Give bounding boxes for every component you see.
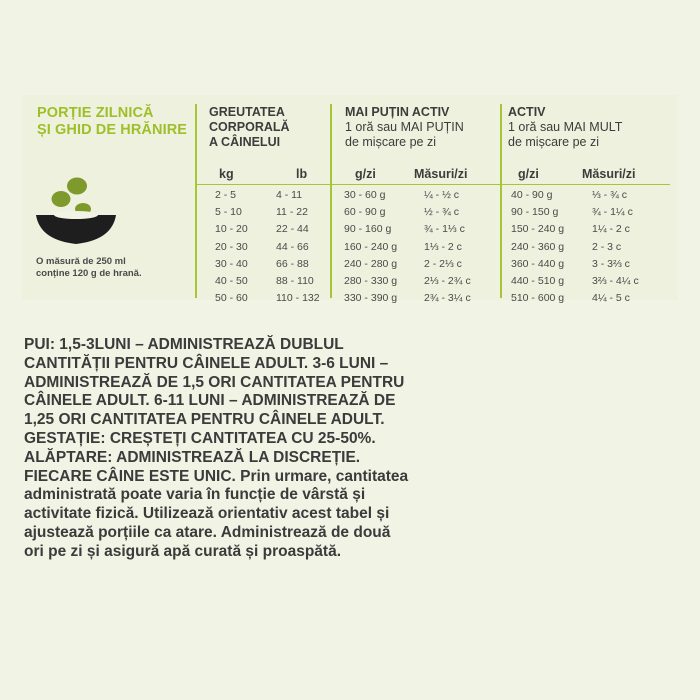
header-underline bbox=[197, 184, 670, 185]
table-cell-lb: 4 - 11 bbox=[276, 189, 303, 201]
weight-header bbox=[209, 105, 290, 150]
table-cell-m2: 2 - 3 c bbox=[592, 240, 622, 253]
table-cell-m2: 3⅔ - 4¼ c bbox=[592, 275, 639, 287]
active-line-2: de mișcare pe zi bbox=[508, 135, 600, 149]
table-cell-kg: 50 - 60 bbox=[215, 292, 248, 305]
table-cell-lb: 11 - 22 bbox=[276, 206, 308, 219]
less-active-title: MAI PUȚIN ACTIV bbox=[345, 105, 450, 119]
table-cell-m1: 2⅓ - 2¾ c bbox=[424, 275, 471, 287]
table-cell-m2: 3 - 3⅔ c bbox=[592, 257, 630, 270]
table-cell-g2: 240 - 360 g bbox=[511, 240, 565, 253]
table-cell-lb: 110 - 132 bbox=[276, 292, 320, 305]
table-cell-lb: 88 - 110 bbox=[276, 275, 314, 287]
col-gzi-active: g/zi bbox=[518, 167, 539, 181]
table-cell-g1: 240 - 280 g bbox=[344, 257, 398, 270]
table-cell-m2: ¾ - 1¼ c bbox=[592, 206, 633, 219]
table-cell-kg: 5 - 10 bbox=[215, 206, 242, 219]
col-kg: kg bbox=[219, 167, 234, 181]
col-masuri-less: Măsuri/zi bbox=[414, 167, 468, 181]
table-cell-m1: ¼ - ½ c bbox=[424, 189, 460, 201]
table-cell-g1: 330 - 390 g bbox=[344, 292, 398, 305]
active-title: ACTIV bbox=[508, 105, 546, 119]
table-cell-m2: 1¼ - 2 c bbox=[592, 223, 630, 236]
table-cell-g1: 90 - 160 g bbox=[344, 223, 392, 236]
divider-less-active bbox=[330, 104, 332, 298]
table-cell-g2: 150 - 240 g bbox=[511, 223, 565, 236]
feeding-guide-title bbox=[37, 105, 187, 139]
weight-header-line-1: GREUTATEA bbox=[209, 105, 285, 119]
table-cell-m1: ½ - ¾ c bbox=[424, 206, 460, 219]
active-header bbox=[508, 105, 622, 150]
measure-note bbox=[36, 256, 142, 280]
table-cell-m1: 1⅓ - 2 c bbox=[424, 240, 462, 253]
table-cell-kg: 20 - 30 bbox=[215, 240, 248, 253]
table-cell-g1: 60 - 90 g bbox=[344, 206, 386, 219]
table-cell-g2: 360 - 440 g bbox=[511, 257, 565, 270]
col-gzi-less: g/zi bbox=[355, 167, 376, 181]
divider-weight bbox=[195, 104, 197, 298]
weight-header-line-3: A CÂINELUI bbox=[209, 135, 281, 149]
table-cell-m1: ¾ - 1⅓ c bbox=[424, 223, 465, 236]
less-active-line-1: 1 oră sau MAI PUȚIN bbox=[345, 120, 464, 134]
table-cell-g2: 510 - 600 g bbox=[511, 292, 565, 305]
table-cell-lb: 44 - 66 bbox=[276, 240, 309, 253]
active-line-1: 1 oră sau MAI MULT bbox=[508, 120, 623, 134]
table-cell-g1: 30 - 60 g bbox=[344, 189, 386, 201]
less-active-header bbox=[345, 105, 464, 150]
table-cell-g1: 280 - 330 g bbox=[344, 275, 398, 287]
table-cell-kg: 40 - 50 bbox=[215, 275, 248, 287]
food-bowl-icon bbox=[36, 176, 116, 248]
kibble-icon bbox=[52, 191, 71, 207]
table-cell-kg: 30 - 40 bbox=[215, 257, 248, 270]
table-cell-lb: 22 - 44 bbox=[276, 223, 309, 236]
table-cell-g2: 40 - 90 g bbox=[511, 189, 553, 201]
measure-note-line-1: O măsură de 250 ml bbox=[36, 256, 126, 267]
table-cell-m2: ⅓ - ¾ c bbox=[592, 189, 628, 201]
table-cell-lb: 66 - 88 bbox=[276, 257, 309, 270]
table-cell-m1: 2¾ - 3¼ c bbox=[424, 292, 471, 305]
table-cell-kg: 10 - 20 bbox=[215, 223, 248, 236]
table-cell-g1: 160 - 240 g bbox=[344, 240, 398, 253]
table-cell-g2: 90 - 150 g bbox=[511, 206, 559, 219]
col-lb: lb bbox=[296, 167, 308, 181]
divider-active bbox=[500, 104, 502, 298]
table-cell-kg: 2 - 5 bbox=[215, 189, 237, 201]
bowl-rim-icon bbox=[54, 211, 98, 219]
feeding-instructions: PUI: 1,5-3LUNI – ADMINISTREAZĂ DUBLUL CANTITĂȚII PENTRU CÂINELE ADULT. 3-6 LUNI – ADMINISTREAZĂ DE 1,5 ORI CANTITATEA PENTRU CÂINELE ADULT. 6-11 LUNI – ADMINISTREAZĂ DE 1,25 ORI CANTITATEA PENTRU CÂINELE ADULT. GESTAȚIE: CREȘTEȚI CANTITATEA CU 25-50%. ALĂPTARE: ADMINISTREAZĂ LA DISCREȚIE. FIECARE CÂINE ESTE UNIC. Prin urmare, cantitatea administrată poate varia în funcție de vârstă și activitate fizică. Utilizează orientativ acest tabel și ajustează porțiile ca atare. Administrează de două ori pe zi și asigură apă curată și proaspătă. bbox=[24, 336, 409, 560]
bowl-icon bbox=[36, 215, 116, 244]
table-cell-m2: 4¼ - 5 c bbox=[592, 292, 630, 305]
measure-note-line-2: conține 120 g de hrană. bbox=[36, 268, 142, 279]
less-active-line-2: de mișcare pe zi bbox=[345, 135, 437, 149]
weight-header-line-2: CORPORALĂ bbox=[209, 120, 290, 134]
kibble-icon bbox=[67, 178, 87, 195]
table-cell-g2: 440 - 510 g bbox=[511, 275, 565, 287]
col-masuri-active: Măsuri/zi bbox=[582, 167, 636, 181]
title-line-1: PORȚIE ZILNICĂ bbox=[37, 105, 154, 121]
title-line-2: ȘI GHID DE HRĂNIRE bbox=[37, 122, 188, 138]
table-cell-m1: 2 - 2⅓ c bbox=[424, 257, 462, 270]
